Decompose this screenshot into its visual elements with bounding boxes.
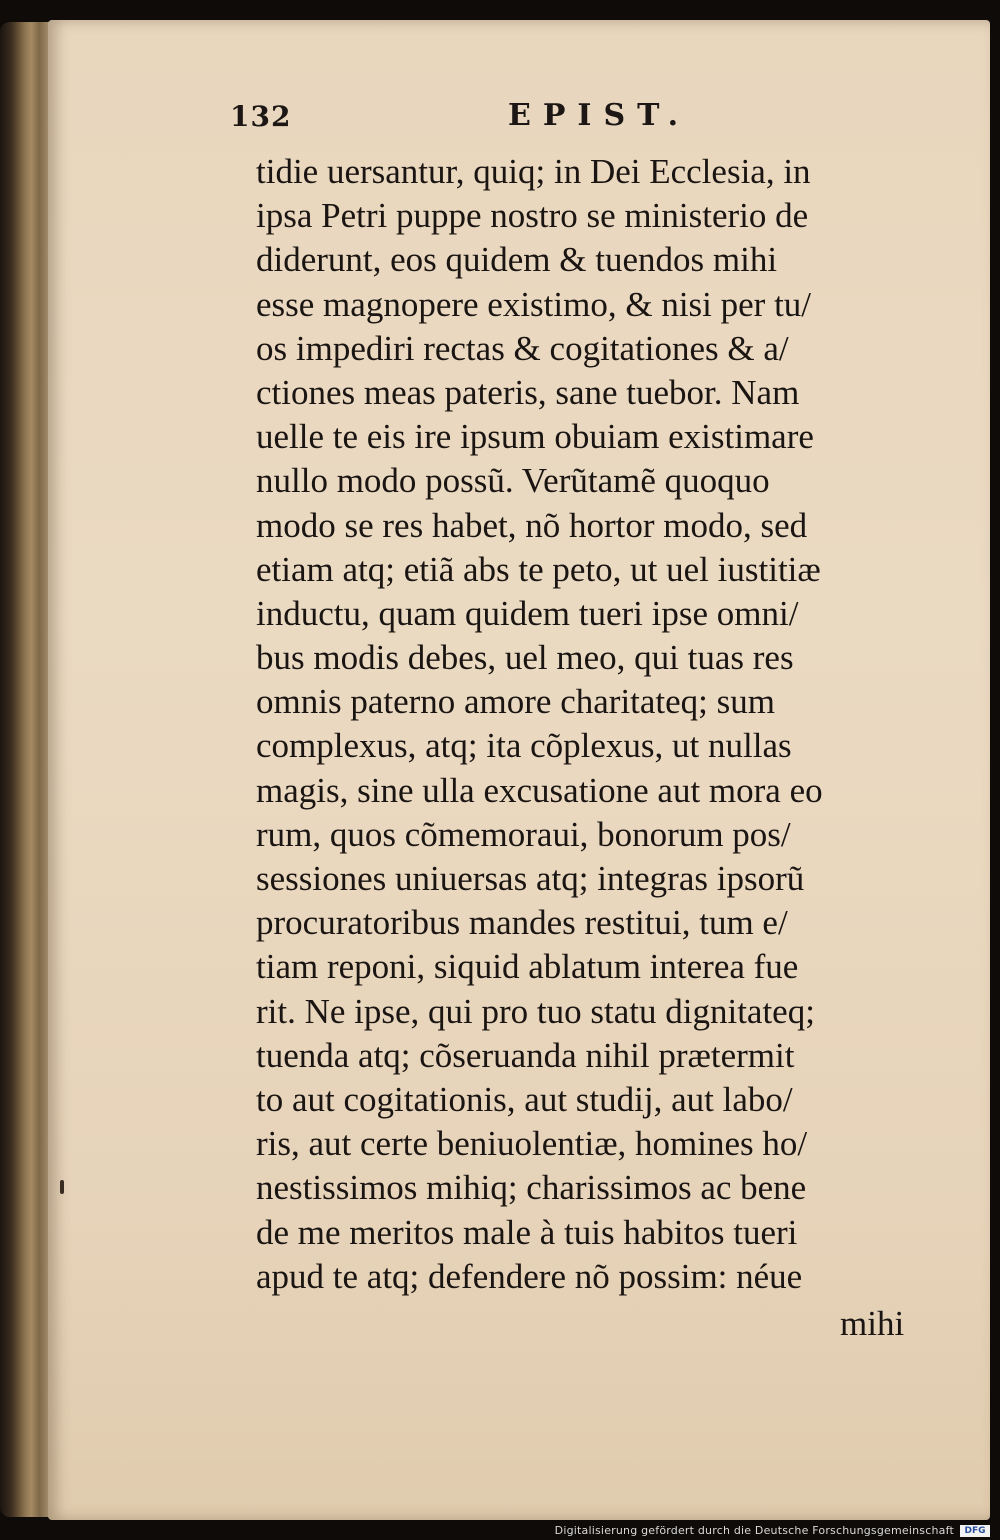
text-line: sessiones uniuersas atq; integras ipsorũ [256,859,805,898]
margin-mark [60,1180,64,1194]
text-line: tuenda atq; cõseruanda nihil prætermit [256,1035,795,1075]
text-line: to aut cogitationis, aut studij, aut labo/ [256,1079,793,1119]
text-line: os impediri rectas & cogitationes & a/ [256,328,789,368]
text-line: nullo modo possũ. Verũtamẽ quoquo [256,461,770,501]
catchword: mihi [840,1304,905,1343]
text-line: diderunt, eos quidem & tuendos mihi [256,240,778,280]
text-line: tiam reponi, siquid ablatum interea fue [256,947,799,987]
text-line: ctiones meas pateris, sane tuebor. Nam [256,372,800,412]
text-line: magis, sine ulla excusatione aut mora eo [256,770,823,810]
running-head: EPIST. [508,98,691,133]
text-line: omnis paterno amore charitateq; sum [256,682,776,722]
text-line: apud te atq; defendere nõ possim: néue [256,1256,803,1296]
text-line: modo se res habet, nõ hortor modo, sed [256,505,808,545]
digitization-footer [0,1522,1000,1540]
text-line: complexus, atq; ita cõplexus, ut nullas [256,726,792,766]
text-line: uelle te eis ire ipsum obuiam existimare [256,417,814,457]
text-line: procuratoribus mandes restitui, tum e/ [256,903,788,943]
text-line: ris, aut certe beniuolentiæ, homines ho/ [256,1124,808,1164]
text-line: tidie uersantur, quiq; in Dei Ecclesia, in [256,152,811,191]
body-text [256,150,936,1299]
text-line: bus modis debes, uel meo, qui tuas res [256,638,794,678]
text-line: inductu, quam quidem tueri ipse omni/ [256,593,799,633]
text-line: etiam atq; etiã abs te peto, ut uel iustitiæ [256,549,821,589]
text-line: nestissimos mihiq; charissimos ac bene [256,1168,807,1208]
text-line: rum, quos cõmemoraui, bonorum pos/ [256,814,791,854]
text-line: ipsa Petri puppe nostro se ministerio de [256,196,809,236]
text-line: esse magnopere existimo, & nisi per tu/ [256,284,812,324]
text-line: rit. Ne ipse, qui pro tuo statu dignitateq; [256,991,815,1031]
text-line: de me meritos male à tuis habitos tueri [256,1212,798,1252]
dfg-logo: DFG [960,1525,990,1537]
footer-credit: Digitalisierung gefördert durch die Deutsche Forschungsgemeinschaft [554,1524,954,1537]
page-number: 132 [230,100,292,133]
